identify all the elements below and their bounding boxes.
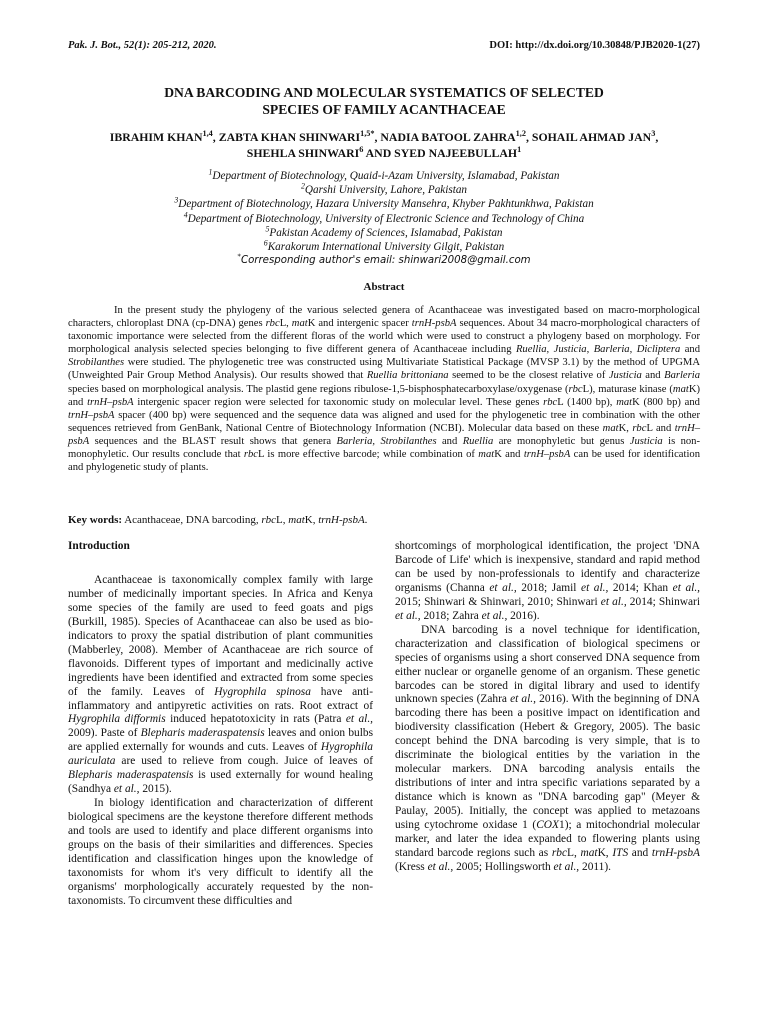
- affiliation: $^3$Department of Biotechnology, Hazara University Mansehra, Khyber Pakhtunkhwa, Pakistan: [174, 195, 594, 211]
- affiliation: $^2$Qarshi University, Lahore, Pakistan: [300, 181, 468, 197]
- keywords: Key words: Acanthaceae, DNA barcoding, rbcL, matK, trnH-psbA.: [68, 514, 368, 526]
- right-column: [395, 540, 700, 875]
- corresponding-email: *Corresponding author's email: shinwari2008@gmail.com: [237, 251, 531, 267]
- journal-citation: Pak. J. Bot., 52(1): 205-212, 2020.: [68, 40, 217, 51]
- paragraph: Acanthaceae is taxonomically complex family with large number of medicinally important species. In Africa and Kenya some species of the family are used to feed goats and pigs (Burkill, 1985). Species of Acanthaceae can also be used as bio-indicators to proxy the spatial distribution of plant communities (Mabberley, 2008). Member of Acanthaceae are rich source of flavonoids. Different types of important and medicinally active ingredients have been identified and extracted from some species of the family. Leaves of Hygrophila spinosa have anti-inflammatory and antipyretic activities on rats. Root extract of Hygrophila difformis induced hepatotoxicity in rats (Patra et al., 2009). Paste of Blepharis maderaspatensis leaves and onion bulbs are applied externally for wounds and cuts. Leaves of Hygrophila auriculata are used to relieve from cough. Juice of leaves of Blepharis maderaspatensis is used externally for wound healing (Sandhya et al., 2015).: [68, 573, 374, 796]
- left-column: [68, 540, 373, 909]
- affiliation-list: [68, 169, 700, 268]
- author-list: IBRAHIM KHAN$^{1,4}$, ZABTA KHAN $SHINWARI^{1,5*}$, NADIA BATOOL ZAHRA$^{1,2}$, SOHAIL AHMAD JAN$^3$, SHEHLA SHINWARI$^6$ AND SYED NAJEEBULLAH$^1$: [109, 129, 659, 160]
- paper-title: DNA BARCODING AND MOLECULAR SYSTEMATICS OF SELECTED SPECIES OF FAMILY ACANTHACEAE: [164, 85, 604, 117]
- affiliation: $^5$Pakistan Academy of Sciences, Islamabad, Pakistan: [265, 224, 503, 239]
- affiliation: $^1$Department of Biotechnology, Quaid-i-Azam University, Islamabad, Pakistan: [208, 167, 560, 182]
- paragraph: shortcomings of morphological identification, the project 'DNA Barcode of Life' which is inexpensive, standard and rapid method can be used by non-professionals to identify and characterize organisms (Channa et al., 2018; Jamil et al., 2014; Khan et al., 2015; Shinwari & Shinwari, 2010; Shinwari et al., 2014; Shinwari et al., 2018; Zahra et al., 2016).: [395, 540, 701, 622]
- introduction-heading: Introduction: [68, 540, 130, 552]
- paragraph: In biology identification and characterization of different biological specimens are the keystone therefore different methods and tools are used to identify and place different organisms into groups on the basis of their similarities and differences. Species identification and classification hinges upon the knowledge of taxonomists for whom it's very difficult to identify all the organisms' morphologically accurately requested by the non-taxonomists. To circumvent these difficulties and: [68, 797, 373, 907]
- doi-link[interactable]: DOI: http://dx.doi.org/10.30848/PJB2020-1(27): [489, 40, 700, 51]
- paragraph: DNA barcoding is a novel technique for identification, characterization and classification of biological specimens or species of organisms using a short conserved DNA sequence from either nuclear or organelle genome of an organism. These genetic barcodes can be stored in digital library and used to identify unknown species (Zahra et al., 2016). With the beginning of DNA barcoding there has been a positive impact on identification and biodiversity classification (Hebert & Gregory, 2005). The basic concept behind the DNA barcoding is very simple, that is to discriminate the biological entities by the variation in the molecular markers. DNA barcoding analysis entails the distributions of inter and intra specific variations separated by a distance which is known as "DNA barcoding gap" (Meyer & Paulay, 2005). Initially, the concept was applied to metazoans using cytochrome oxidase 1 (COX1); a mitochondrial molecular marker, and later the idea expanded to flowering plants using standard barcode regions such as rbcL, matK, ITS and trnH-psbA (Kress et al., 2005; Hollingsworth et al., 2011).: [395, 623, 700, 873]
- paper-page: [68, 0, 700, 1024]
- affiliation: $^4$Department of Biotechnology, University of Electronic Science and Technology of China: [183, 209, 585, 225]
- affiliation: $^6$Karakorum International University Gilgit, Pakistan: [263, 238, 505, 254]
- abstract-heading: Abstract: [363, 281, 405, 293]
- abstract-text: In the present study the phylogeny of the various selected genera of Acanthaceae was investigated based on macro-morphological characters, chloroplast DNA (cp-DNA) genes rbcL, matK and intergenic spacer trnH-psbA sequences. About 34 macro-morphological characters of taxonomic importance were selected from the different floras of the world which were used to construct a phylogeny based on morphology. For morphological analysis selected species belonging to five different genera of Acanthaceae including Ruellia, Justicia, Barleria, Dicliptera and Strobilanthes were studied. The phylogenetic tree was constructed using Multivariate Statistical Package (MVSP 3.1) by the method of UPGMA (Unweighted Pair Group Method Analysis). Our results showed that Ruellia brittoniana seemed to be the closest relative of Justicia and Barleria species based on morphological analysis. The plastid gene regions ribulose-1,5-bisphosphatecarboxylase/oxygenase (rbcL), maturase kinase (matK) and trnH–psbA intergenic spacer region were selected for taxonomic study on molecular level. These genes rbcL (1400 bp), matK (800 bp) and trnH–psbA spacer (400 bp) were sequenced and the sequence data was aligned and used for the phylogenetic tree in combination with the other sequences retrieved from GenBank, National Centre of Biotechnology Information (NCBI). Molecular data based on these matK, rbcL and trnH–psbA sequences and the BLAST result shows that genera Barleria, Strobilanthes and Ruellia are monophyletic but genus Justicia is non-monophyletic. Our results conclude that rbcL is more effective barcode; while combination of matK and trnH–psbA can be used for identification and phylogenetic study of plants.: [68, 305, 701, 474]
